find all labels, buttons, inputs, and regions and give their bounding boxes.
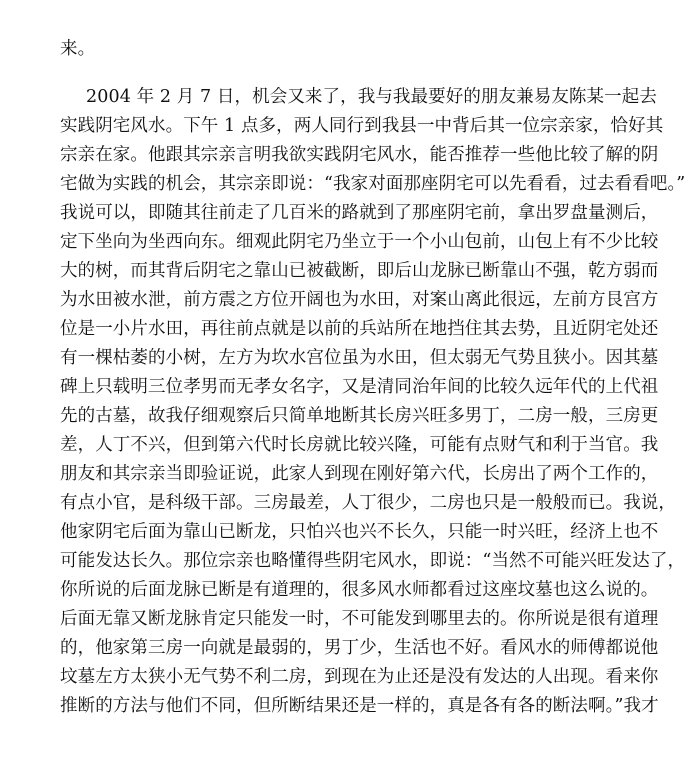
text-line-14: 差，人丁不兴，但到第六代时长房就比较兴隆，可能有点财气和利于当官。我 xyxy=(60,435,659,455)
text-line-10: 位是一小片水田，再往前点就是以前的兵站所在地挡住其去势，且近阴宅处还 xyxy=(60,319,659,339)
text-line-21: 的，他家第三房一向就是最弱的，男丁少，生活也不好。看风水的师傅都说他 xyxy=(60,638,659,658)
text-line-23: 推断的方法与他们不同，但所断结果还是一样的，真是各有各的断法啊。”我才 xyxy=(60,696,659,716)
text-line-17: 他家阴宅后面为靠山已断龙，只怕兴也兴不长久，只能一时兴旺，经济上也不 xyxy=(60,522,659,542)
text-line-8: 大的树，而其背后阴宅之靠山已被截断，即后山龙脉已断靠山不强，乾方弱而 xyxy=(60,261,659,281)
text-line-7: 定下坐向为坐西向东。细观此阴宅乃坐立于一个小山包前，山包上有不少比较 xyxy=(60,232,659,252)
text-line-22: 坟墓左方太狭小无气势不利二房，到现在为止还是没有发达的人出现。看来你 xyxy=(60,667,659,687)
text-line-12: 碑上只载明三位孝男而无孝女名字，又是清同治年间的比较久远年代的上代祖 xyxy=(60,377,659,397)
text-line-13: 先的古墓，故我仔细观察后只简单地断其长房兴旺多男丁，二房一般，三房更 xyxy=(60,406,659,426)
text-line-15: 朋友和其宗亲当即验证说，此家人到现在刚好第六代，长房出了两个工作的， xyxy=(60,464,659,484)
text-line-11: 有一棵枯萎的小树，左方为坎水宫位虽为水田，但太弱无气势且狭小。因其墓 xyxy=(60,348,659,368)
text-line-9: 为水田被水泄，前方震之方位开阔也为水田，对案山离此很远，左前方艮宫方 xyxy=(60,290,659,310)
text-line-5: 宅做为实践的机会，其宗亲即说：“我家对面那座阴宅可以先看看，过去看看吧。” xyxy=(60,174,685,194)
text-line-20: 后面无靠又断龙脉肯定只能发一时，不可能发到哪里去的。你所说是很有道理 xyxy=(60,609,659,629)
text-line-19: 你所说的后面龙脉已断是有道理的，很多风水师都看过这座坟墓也这么说的。 xyxy=(60,580,659,600)
text-line-4: 宗亲在家。他跟其宗亲言明我欲实践阴宅风水，能否推荐一些他比较了解的阴 xyxy=(60,145,659,165)
text-line-2: 2004 年 2 月 7 日，机会又来了，我与我最要好的朋友兼易友陈某一起去 xyxy=(86,87,657,107)
text-line-3: 实践阴宅风水。下午 1 点多，两人同行到我县一中背后其一位宗亲家，恰好其 xyxy=(60,116,664,136)
text-line-6: 我说可以，即随其往前走了几百米的路就到了那座阴宅前，拿出罗盘量测后， xyxy=(60,203,659,223)
text-line-1: 来。 xyxy=(60,39,96,59)
text-line-16: 有点小官，是科级干部。三房最差，人丁很少，二房也只是一般般而已。我说， xyxy=(60,493,676,513)
text-line-18: 可能发达长久。那位宗亲也略懂得些阴宅风水，即说：“当然不可能兴旺发达了， xyxy=(60,551,685,571)
